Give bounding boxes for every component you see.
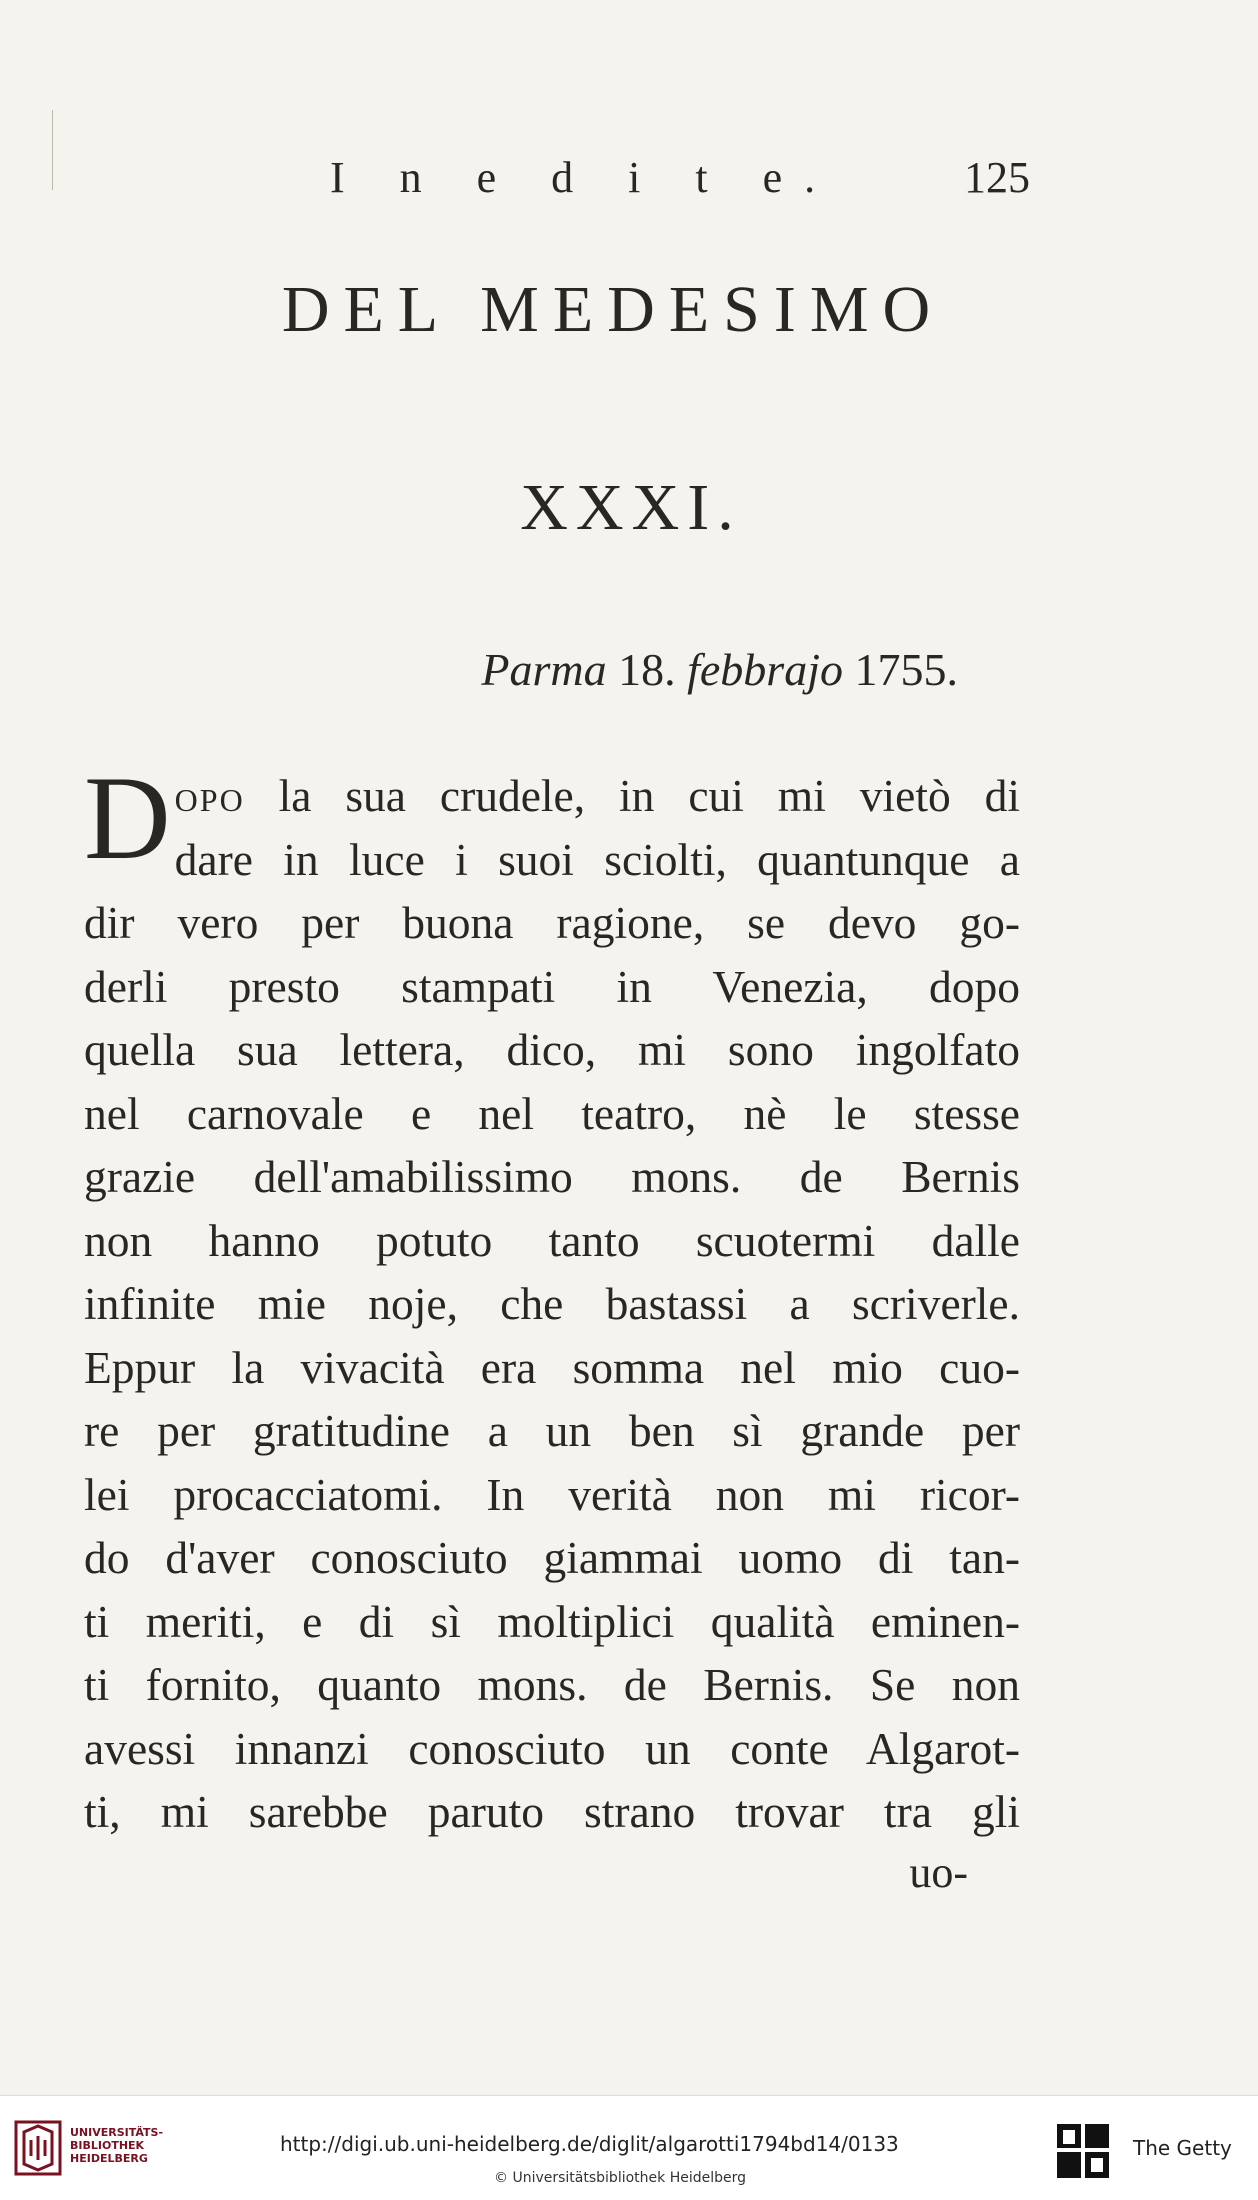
body-line: derli presto stampati in Venezia, dopo xyxy=(84,960,1020,1012)
copyright-notice: © Universitätsbibliothek Heidelberg xyxy=(494,2170,747,2186)
body-line: ti meriti, e di sì moltiplici qualità eminen- xyxy=(84,1595,1020,1647)
body-line: nel carnovale e nel teatro, nè le stesse xyxy=(84,1087,1020,1139)
body-line: quella sua lettera, dico, mi sono ingolfato xyxy=(84,1024,1020,1075)
body-line: re per gratitudine a un ben sì grande per xyxy=(84,1405,1020,1456)
library-name-line: BIBLIOTHEK xyxy=(70,2139,145,2152)
dateline-day: 18. xyxy=(618,644,676,695)
university-library-logo-icon xyxy=(14,2120,62,2176)
body-line: infinite mie noje, che bastassi a scriverle. xyxy=(84,1278,1020,1329)
letter-number: XXXI. xyxy=(520,471,742,544)
body-line: dare in luce i suoi sciolti, quantunque a xyxy=(174,833,1020,885)
catchword: uo- xyxy=(909,1848,968,1897)
page-number: 125 xyxy=(964,153,1030,202)
dateline-month: febbrajo xyxy=(687,644,843,695)
first-word-rest: opo xyxy=(174,770,245,821)
getty-logo-icon xyxy=(1055,2122,1111,2180)
dateline-place: Parma xyxy=(481,644,607,695)
body-line: Eppur la vivacità era somma nel mio cuo- xyxy=(84,1341,1020,1393)
library-name xyxy=(70,2126,163,2165)
library-name-line: HEIDELBERG xyxy=(70,2152,148,2165)
body-line: ti fornito, quanto mons. de Bernis. Se non xyxy=(84,1659,1020,1710)
body-line: grazie dell'amabilissimo mons. de Bernis xyxy=(84,1151,1020,1202)
running-title: I n e d i t e. xyxy=(330,153,838,202)
permalink-url[interactable]: http://digi.ub.uni-heidelberg.de/diglit/algarotti1794bd14/0133 xyxy=(280,2132,899,2156)
letter-heading: DEL MEDESIMO xyxy=(281,273,945,346)
body-line: ti, mi sarebbe paruto strano trovar tra gli xyxy=(84,1786,1020,1837)
body-line: avessi innanzi conosciuto un conte Algarot- xyxy=(84,1722,1020,1774)
body-line: do d'aver conosciuto giammai uomo di tan- xyxy=(84,1532,1020,1583)
running-head xyxy=(330,152,1030,212)
letter-body xyxy=(84,751,1020,1844)
body-line: non hanno potuto tanto scuotermi dalle xyxy=(84,1214,1020,1266)
body-line: lei procacciatomi. In verità non mi ricor- xyxy=(84,1468,1020,1520)
body-line: dir vero per buona ragione, se devo go- xyxy=(84,897,1020,948)
library-name-line: UNIVERSITÄTS- xyxy=(70,2126,164,2139)
body-line-text: la sua crudele, in cui mi vietò di xyxy=(244,770,1020,821)
viewer-footer xyxy=(0,2095,1258,2200)
drop-capital: D xyxy=(84,751,171,884)
dateline-year: 1755. xyxy=(854,644,958,695)
partner-name: The Getty xyxy=(1133,2136,1232,2160)
dateline xyxy=(481,643,958,696)
